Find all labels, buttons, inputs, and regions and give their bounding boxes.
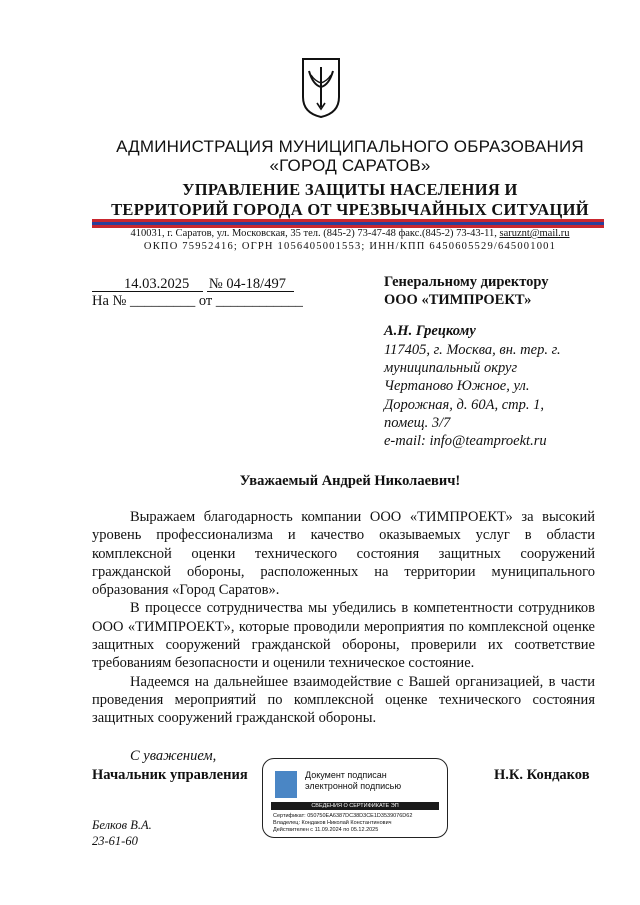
paragraph-1: Выражаем благодарность компании ООО «ТИМПРОЕКТ» за высокий уровень профессионализма и качество оказываемых услуг в области комплексной оценки технического состояния защитных сооружений гражданской обороны, расположенных на территории муниципального образования «Город Саратов». [92,509,595,599]
address-text: 410031, г. Саратов, ул. Московская, 35 тел. (845-2) 73-47-48 факс.(845-2) 73-43-11, [130,228,500,239]
paragraph-2: В процессе сотрудничества мы убедились в компетентности сотрудников ООО «ТИМПРОЕКТ», которые проводили мероприятия по комплексной оценке защитных сооружений гражданской обороны, проверили их соответствие требованиям безопасности и оценили техническое состояние. [92,600,595,672]
from-label: от [198,293,213,309]
recipient-block [384,273,549,309]
address-line-3: Чертаново Южное, ул. [384,378,530,395]
stamp-certificate: Сертификат: 050750EA6387DC38D3CE1D3539076D62 [273,813,413,819]
number-field [207,277,294,292]
recipient-address [384,341,561,450]
address-line-4: Дорожная, д. 60А, стр. 1, [384,396,545,413]
address-line-1: 117405, г. Москва, вн. тер. г. [384,342,561,358]
signer-title: Начальник управления [92,767,248,783]
address-line [60,228,640,239]
signer-name: Н.К. Кондаков [494,767,590,783]
stamp-title-line1: Документ подписан [305,770,387,780]
signature-logo-icon [275,771,297,798]
stamp-validity: Действителен с 11.09.2024 по 05.12.2025 [273,827,379,833]
address-line-2: муниципальный округ [384,360,518,377]
number-value: 04-18/497 [226,276,286,292]
executor-name: Белков В.А. [92,818,152,832]
stamp-title-line2: электронной подписью [305,781,402,791]
administration-title-line2: «ГОРОД САРАТОВ» [269,156,431,175]
recipient-company: ООО «ТИМПРОЕКТ» [384,292,532,308]
address-line-5: помещ. 3/7 [384,414,451,431]
recipient-position: Генеральному директору [384,274,549,290]
paragraph-3: Надеемся на дальнейшее взаимодействие с Вашей организацией, в части проведения мероприятий по комплексной оценке технического состояния защитных сооружений гражданской обороны. [92,673,595,727]
letter-body [92,508,595,728]
requisites-line: ОКПО 75952416; ОГРН 1056405001553; ИНН/КПП 6450605529/645001001 [143,241,557,252]
recipient-name: А.Н. Грецкому [384,323,476,339]
administration-title-line1: АДМИНИСТРАЦИЯ МУНИЦИПАЛЬНОГО ОБРАЗОВАНИЯ [116,137,584,156]
department-title-line1: УПРАВЛЕНИЕ ЗАЩИТЫ НАСЕЛЕНИЯ И [182,180,518,199]
incoming-reference [92,293,303,310]
department-title-line2: ТЕРРИТОРИЙ ГОРОДА ОТ ЧРЕЗВЫЧАЙНЫХ СИТУАЦИЙ [111,200,589,219]
from-blank: ____________ [215,293,303,309]
electronic-signature-stamp [262,758,448,838]
date-field: 14.03.2025 [92,277,203,292]
stamp-title [305,770,401,792]
coat-of-arms-emblem [301,57,341,119]
executor-phone: 23-61-60 [92,834,138,848]
recipient-email[interactable]: e-mail: info@teamproekt.ru [384,433,547,450]
greeting: Уважаемый Андрей Николаевич! [239,473,461,489]
email-link[interactable]: saruznt@mail.ru [499,228,570,239]
number-label: № [208,276,223,292]
incoming-blank: _________ [130,293,196,309]
outgoing-reference [92,276,294,293]
incoming-label: На № [92,293,127,309]
stamp-certificate-header: СВЕДЕНИЯ О СЕРТИФИКАТЕ ЭП [271,802,439,810]
closing-phrase: С уважением, [130,748,217,764]
stamp-owner: Владелец: Кондаков Николай Константинович [273,820,392,826]
